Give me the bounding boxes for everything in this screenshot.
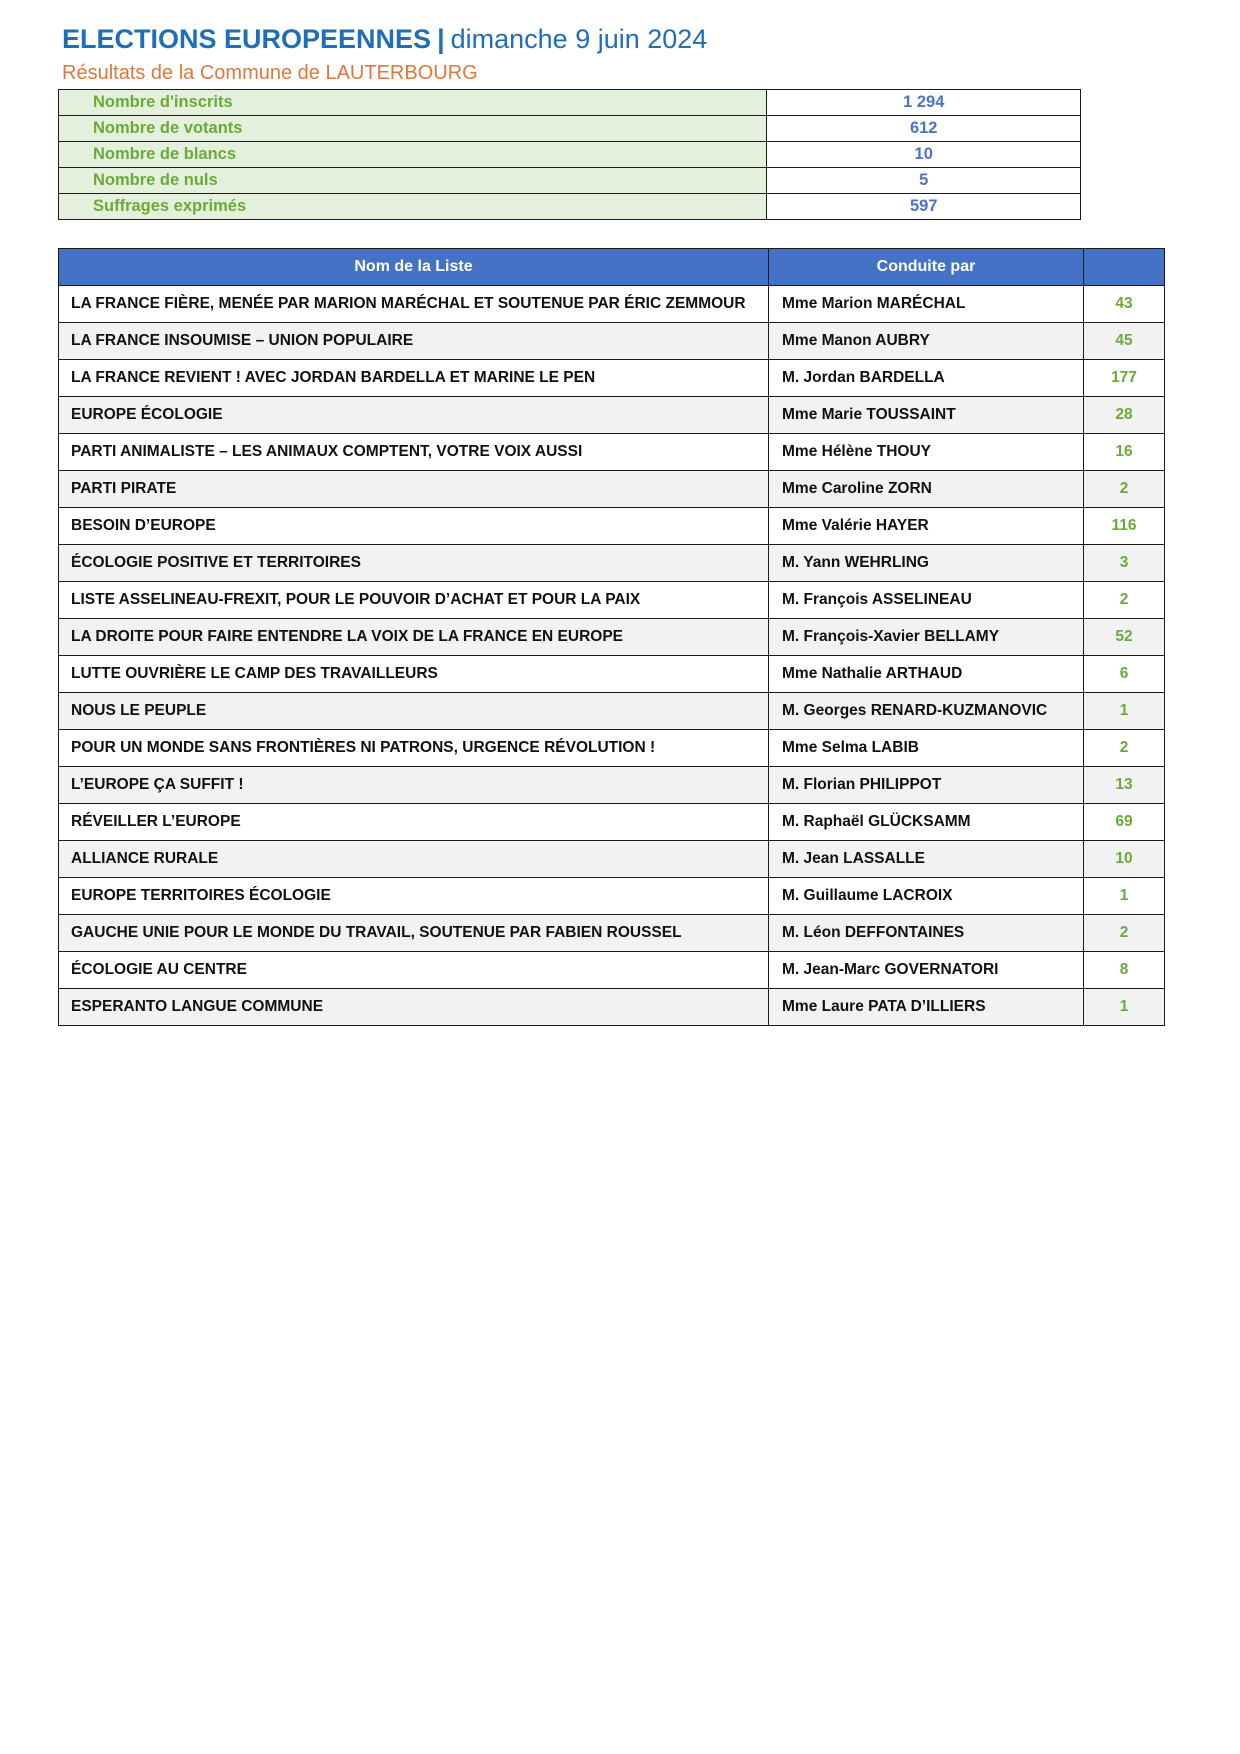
list-name-cell: LA FRANCE FIÈRE, MENÉE PAR MARION MARÉCHAL ET SOUTENUE PAR ÉRIC ZEMMOUR	[59, 286, 769, 323]
summary-table	[58, 89, 1081, 220]
votes-cell: 3	[1084, 545, 1165, 582]
summary-row	[59, 90, 1081, 116]
table-row	[59, 434, 1165, 471]
leader-cell: M. Jordan BARDELLA	[769, 360, 1084, 397]
votes-cell: 1	[1084, 693, 1165, 730]
votes-cell: 8	[1084, 952, 1165, 989]
leader-cell: Mme Marion MARÉCHAL	[769, 286, 1084, 323]
summary-value: 597	[767, 194, 1081, 220]
leader-cell: Mme Valérie HAYER	[769, 508, 1084, 545]
table-row	[59, 730, 1165, 767]
header-leader: Conduite par	[769, 249, 1084, 286]
leader-cell: M. Guillaume LACROIX	[769, 878, 1084, 915]
summary-label: Nombre de votants	[59, 116, 767, 142]
votes-cell: 16	[1084, 434, 1165, 471]
table-row	[59, 989, 1165, 1026]
summary-value: 612	[767, 116, 1081, 142]
list-name-cell: EUROPE ÉCOLOGIE	[59, 397, 769, 434]
table-row	[59, 841, 1165, 878]
list-name-cell: BESOIN D’EUROPE	[59, 508, 769, 545]
table-row	[59, 286, 1165, 323]
table-row	[59, 804, 1165, 841]
votes-cell: 2	[1084, 582, 1165, 619]
list-name-cell: LISTE ASSELINEAU-FREXIT, POUR LE POUVOIR D’ACHAT ET POUR LA PAIX	[59, 582, 769, 619]
leader-cell: Mme Manon AUBRY	[769, 323, 1084, 360]
votes-cell: 1	[1084, 878, 1165, 915]
list-name-cell: PARTI ANIMALISTE – LES ANIMAUX COMPTENT, VOTRE VOIX AUSSI	[59, 434, 769, 471]
page-title	[62, 24, 707, 55]
votes-cell: 28	[1084, 397, 1165, 434]
table-row	[59, 360, 1165, 397]
votes-cell: 10	[1084, 841, 1165, 878]
results-table	[58, 248, 1165, 1026]
votes-cell: 52	[1084, 619, 1165, 656]
table-row	[59, 471, 1165, 508]
summary-row	[59, 194, 1081, 220]
list-name-cell: LA FRANCE INSOUMISE – UNION POPULAIRE	[59, 323, 769, 360]
summary-label: Nombre d'inscrits	[59, 90, 767, 116]
summary-label: Nombre de blancs	[59, 142, 767, 168]
leader-cell: Mme Caroline ZORN	[769, 471, 1084, 508]
title-main: ELECTIONS EUROPEENNES	[62, 24, 432, 54]
summary-row	[59, 168, 1081, 194]
table-row	[59, 582, 1165, 619]
leader-cell: Mme Marie TOUSSAINT	[769, 397, 1084, 434]
leader-cell: Mme Selma LABIB	[769, 730, 1084, 767]
table-row	[59, 693, 1165, 730]
votes-cell: 2	[1084, 915, 1165, 952]
list-name-cell: EUROPE TERRITOIRES ÉCOLOGIE	[59, 878, 769, 915]
votes-cell: 1	[1084, 989, 1165, 1026]
leader-cell: Mme Nathalie ARTHAUD	[769, 656, 1084, 693]
leader-cell: M. Yann WEHRLING	[769, 545, 1084, 582]
list-name-cell: LA FRANCE REVIENT ! AVEC JORDAN BARDELLA ET MARINE LE PEN	[59, 360, 769, 397]
summary-label: Nombre de nuls	[59, 168, 767, 194]
list-name-cell: LUTTE OUVRIÈRE LE CAMP DES TRAVAILLEURS	[59, 656, 769, 693]
summary-row	[59, 116, 1081, 142]
table-row	[59, 952, 1165, 989]
table-row	[59, 656, 1165, 693]
table-row	[59, 878, 1165, 915]
header-votes	[1084, 249, 1165, 286]
list-name-cell: ALLIANCE RURALE	[59, 841, 769, 878]
leader-cell: M. Léon DEFFONTAINES	[769, 915, 1084, 952]
leader-cell: M. Florian PHILIPPOT	[769, 767, 1084, 804]
table-row	[59, 767, 1165, 804]
title-date: dimanche 9 juin 2024	[450, 24, 708, 54]
table-row	[59, 619, 1165, 656]
header-list-name: Nom de la Liste	[59, 249, 769, 286]
results-header-row	[59, 249, 1165, 286]
table-row	[59, 323, 1165, 360]
results-table-body	[59, 286, 1165, 1026]
list-name-cell: L’EUROPE ÇA SUFFIT !	[59, 767, 769, 804]
leader-cell: M. Georges RENARD-KUZMANOVIC	[769, 693, 1084, 730]
summary-value: 5	[767, 168, 1081, 194]
list-name-cell: NOUS LE PEUPLE	[59, 693, 769, 730]
list-name-cell: PARTI PIRATE	[59, 471, 769, 508]
table-row	[59, 915, 1165, 952]
summary-table-body	[59, 90, 1081, 220]
title-separator: |	[437, 24, 445, 54]
votes-cell: 69	[1084, 804, 1165, 841]
votes-cell: 177	[1084, 360, 1165, 397]
summary-value: 1 294	[767, 90, 1081, 116]
summary-value: 10	[767, 142, 1081, 168]
leader-cell: M. Jean LASSALLE	[769, 841, 1084, 878]
votes-cell: 13	[1084, 767, 1165, 804]
list-name-cell: LA DROITE POUR FAIRE ENTENDRE LA VOIX DE LA FRANCE EN EUROPE	[59, 619, 769, 656]
table-row	[59, 397, 1165, 434]
list-name-cell: RÉVEILLER L’EUROPE	[59, 804, 769, 841]
list-name-cell: POUR UN MONDE SANS FRONTIÈRES NI PATRONS, URGENCE RÉVOLUTION !	[59, 730, 769, 767]
list-name-cell: ESPERANTO LANGUE COMMUNE	[59, 989, 769, 1026]
votes-cell: 2	[1084, 471, 1165, 508]
list-name-cell: ÉCOLOGIE AU CENTRE	[59, 952, 769, 989]
list-name-cell: ÉCOLOGIE POSITIVE ET TERRITOIRES	[59, 545, 769, 582]
leader-cell: M. Raphaël GLÜCKSAMM	[769, 804, 1084, 841]
leader-cell: M. François-Xavier BELLAMY	[769, 619, 1084, 656]
votes-cell: 6	[1084, 656, 1165, 693]
leader-cell: M. Jean-Marc GOVERNATORI	[769, 952, 1084, 989]
leader-cell: Mme Laure PATA D’ILLIERS	[769, 989, 1084, 1026]
votes-cell: 2	[1084, 730, 1165, 767]
table-row	[59, 545, 1165, 582]
summary-row	[59, 142, 1081, 168]
table-row	[59, 508, 1165, 545]
page-subtitle: Résultats de la Commune de LAUTERBOURG	[62, 62, 478, 84]
votes-cell: 43	[1084, 286, 1165, 323]
summary-label: Suffrages exprimés	[59, 194, 767, 220]
leader-cell: Mme Hélène THOUY	[769, 434, 1084, 471]
votes-cell: 45	[1084, 323, 1165, 360]
list-name-cell: GAUCHE UNIE POUR LE MONDE DU TRAVAIL, SOUTENUE PAR FABIEN ROUSSEL	[59, 915, 769, 952]
votes-cell: 116	[1084, 508, 1165, 545]
leader-cell: M. François ASSELINEAU	[769, 582, 1084, 619]
